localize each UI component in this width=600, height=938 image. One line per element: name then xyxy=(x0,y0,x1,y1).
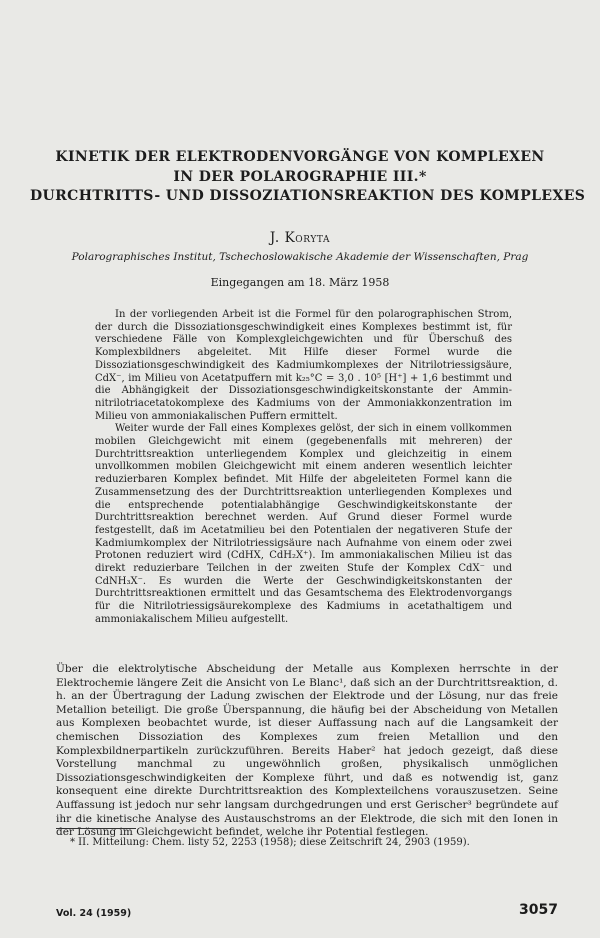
author-surname: Koryta xyxy=(284,230,331,246)
article-title xyxy=(30,148,586,207)
author-initial: J. xyxy=(269,230,285,246)
author xyxy=(0,230,600,246)
journal-volume: Vol. 24 (1959) xyxy=(56,908,132,919)
received-date: Eingegangen am 18. März 1958 xyxy=(210,276,390,289)
footnote: * II. Mitteilung: Chem. listy 52, 2253 (1958); diese Zeitschrift 24, 2903 (1959). xyxy=(70,837,470,848)
page-number: 3057 xyxy=(519,902,558,918)
intro-paragraph: Über die elektrolytische Abscheidung der Metalle aus Komplexen herrschte in der Elektrochemie längere Zeit die Ansicht von Le Blanc¹, daß sich an der Durchtrittsreaktion, d. h. an der Übertragung der Ladung zwischen der Elektrode und der Lösung, nur das freie Metallion beteiligt. Die große Überspannung, die häufig bei der Abscheidung von Metallen aus Komplexen beobachtet wurde, ist dieser Auffassung nach auf die Langsamkeit der chemischen Dissoziation des Komplexes zum freien Metallion und den Komplexbildnerpartikeln zurückzuführen. Bereits Haber² hat jedoch gezeigt, daß diese Vorstellung manchmal zu ungewöhnlich großen, physikalisch unmöglichen Dissoziationsgeschwindigkeiten der Komplexe führt, und daß es notwendig ist, ganz konsequent eine direkte Durchtrittsreaktion des Komplexteilchens vorauszusetzen. Seine Auffassung ist jedoch nur sehr langsam durchgedrungen und erst Gerischer³ begründete auf ihr die kinetische Analyse des Austauschstroms an der Elektrode, die sich mit den Ionen in der Lösung im Gleichgewicht befindet, welche ihr Potential festlegen. xyxy=(56,663,558,839)
abstract-paragraph-2: Weiter wurde der Fall eines Komplexes gelöst, der sich in einem vollkommen mobilen Gleichgewicht mit einem (gegebenenfalls mit mehreren) der Durchtrittsreaktion unterliegendem Komplex und gleichzeitig in einem unvollkommen mobilen Gleichgewicht mit einem anderen wesentlich leichter reduzierbaren Komplex befindet. Mit Hilfe der abgeleiteten Formel kann die Zusammensetzung des der Durchtrittsreaktion unterliegenden Komplexes und die entsprechende potentialabhängige Geschwindigkeitskonstante der Durchtrittsreaktion berechnet werden. Auf Grund dieser Formel wurde festgestellt, daß im Acetatmilieu bei den Potentialen der negativeren Stufe der Kadmiumkomplex der Nitrilotriessigsäure nach Aufnahme von einem oder zwei Protonen reduziert wird (CdHX, CdH₂X⁺). Im ammoniakalischen Milieu ist das direkt reduzierbare Teilchen in der zweiten Stufe der Komplex CdX⁻ und CdNH₃X⁻. Es wurden die Werte der Geschwindigkeitskonstanten der Durchtrittsreaktionen ermittelt und das Gesamtschema des Elektrodenvorgangs für die Nitrilotriessigsäurekomplexe des Kadmiums in acetathaltigem und ammoniakalischem Milieu aufgestellt. xyxy=(95,423,512,625)
title-line-1: KINETIK DER ELEKTRODENVORGÄNGE VON KOMPLEXEN xyxy=(55,149,545,165)
title-line-3: DURCHTRITTS- UND DISSOZIATIONSREAKTION DES KOMPLEXES xyxy=(30,188,586,204)
institute-affiliation: Polarographisches Institut, Tschechoslowakische Akademie der Wissenschaften, Prag xyxy=(71,251,529,263)
introduction xyxy=(56,663,558,840)
footnote-divider xyxy=(56,828,136,829)
abstract xyxy=(95,309,512,627)
abstract-paragraph-1: In der vorliegenden Arbeit ist die Formel für den polarographischen Strom, der durch die Dissoziationsgeschwindigkeit eines Komplexes bestimmt ist, für verschiedene Fälle von Komplexgleichgewichten und für Überschuß des Komplexbildners abgeleitet. Mit Hilfe dieser Formel wurde die Dissoziationsgeschwindigkeit des Kadmiumkomplexes der Nitrilotriessigsäure, CdX⁻, im Milieu von Acetatpuffern mit k₂₅°C = 3,0 . 10⁵ [H⁺] + 1,6 bestimmt und die Abhängigkeit der Dissoziationsgeschwindigkeitskonstante der Ammin-nitrilotriacetatokomplexe des Kadmiums von der Ammoniakkonzentration im Milieu von ammoniakalischen Puffern ermittelt. xyxy=(95,309,512,422)
title-line-2: IN DER POLAROGRAPHIE III.* xyxy=(173,168,427,185)
